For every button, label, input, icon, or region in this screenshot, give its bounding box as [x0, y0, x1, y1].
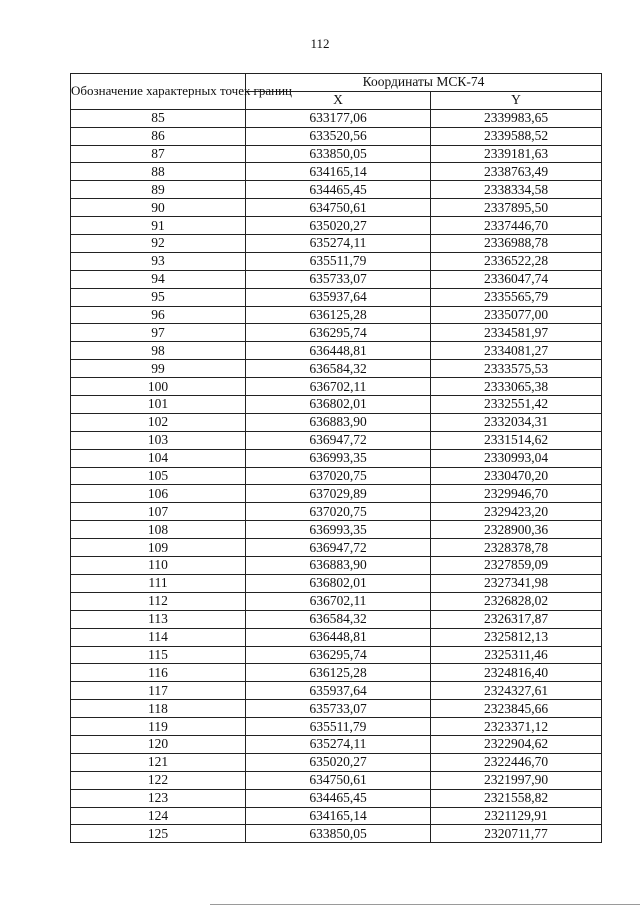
table-row [71, 288, 602, 306]
table-row [71, 252, 602, 270]
point-number: 94 [71, 270, 246, 288]
coordinate-y: 2327859,09 [431, 557, 602, 575]
coordinate-x: 636883,90 [246, 557, 431, 575]
point-number: 88 [71, 163, 246, 181]
table-row [71, 306, 602, 324]
point-number: 125 [71, 825, 246, 843]
point-number: 113 [71, 610, 246, 628]
coordinate-y: 2337446,70 [431, 217, 602, 235]
point-number: 87 [71, 145, 246, 163]
coordinate-y: 2329946,70 [431, 485, 602, 503]
coordinate-y: 2329423,20 [431, 503, 602, 521]
point-number: 106 [71, 485, 246, 503]
point-number: 117 [71, 682, 246, 700]
coordinate-y: 2330470,20 [431, 467, 602, 485]
coordinate-y: 2336047,74 [431, 270, 602, 288]
point-number: 102 [71, 413, 246, 431]
coordinate-y: 2323371,12 [431, 718, 602, 736]
coordinate-y: 2324327,61 [431, 682, 602, 700]
point-number: 105 [71, 467, 246, 485]
point-number: 95 [71, 288, 246, 306]
point-number: 121 [71, 753, 246, 771]
point-number: 110 [71, 557, 246, 575]
coordinate-y: 2334581,97 [431, 324, 602, 342]
table-row [71, 235, 602, 253]
point-number: 111 [71, 574, 246, 592]
table-row [71, 753, 602, 771]
coordinate-y: 2338334,58 [431, 181, 602, 199]
coordinate-y: 2321997,90 [431, 771, 602, 789]
table-row [71, 521, 602, 539]
table-row [71, 628, 602, 646]
point-number: 89 [71, 181, 246, 199]
point-number: 123 [71, 789, 246, 807]
table-row [71, 163, 602, 181]
table-row [71, 324, 602, 342]
coordinate-y: 2322446,70 [431, 753, 602, 771]
coordinate-x: 634165,14 [246, 163, 431, 181]
table-row [71, 735, 602, 753]
table-row [71, 396, 602, 414]
point-number: 118 [71, 700, 246, 718]
point-number: 93 [71, 252, 246, 270]
coordinate-y: 2321129,91 [431, 807, 602, 825]
point-number: 99 [71, 360, 246, 378]
coordinates-group-header: Координаты МСК-74 [246, 74, 602, 92]
point-number: 98 [71, 342, 246, 360]
coordinate-x: 635020,27 [246, 753, 431, 771]
table-row [71, 485, 602, 503]
table-row [71, 574, 602, 592]
coordinate-y: 2330993,04 [431, 449, 602, 467]
table-row [71, 700, 602, 718]
bottom-divider [210, 904, 640, 905]
coordinate-x: 635937,64 [246, 682, 431, 700]
point-number: 101 [71, 396, 246, 414]
table-row [71, 539, 602, 557]
point-number: 86 [71, 127, 246, 145]
coordinate-x: 635274,11 [246, 735, 431, 753]
coordinate-x: 636702,11 [246, 592, 431, 610]
table-row [71, 109, 602, 127]
coordinate-y: 2326317,87 [431, 610, 602, 628]
coordinate-x: 636947,72 [246, 431, 431, 449]
coordinate-x: 636993,35 [246, 521, 431, 539]
coordinate-y: 2338763,49 [431, 163, 602, 181]
point-number: 92 [71, 235, 246, 253]
table-row [71, 342, 602, 360]
point-number: 85 [71, 109, 246, 127]
coordinate-y: 2339588,52 [431, 127, 602, 145]
table-row [71, 360, 602, 378]
coordinate-y: 2333065,38 [431, 378, 602, 396]
point-number: 91 [71, 217, 246, 235]
coordinate-y: 2323845,66 [431, 700, 602, 718]
table-row [71, 217, 602, 235]
coordinate-y: 2321558,82 [431, 789, 602, 807]
coordinate-x: 637020,75 [246, 467, 431, 485]
coordinate-x: 636702,11 [246, 378, 431, 396]
table-row [71, 592, 602, 610]
coordinate-x: 633177,06 [246, 109, 431, 127]
coordinate-y: 2335565,79 [431, 288, 602, 306]
table-row [71, 807, 602, 825]
table-row [71, 378, 602, 396]
table-row [71, 557, 602, 575]
table-row [71, 199, 602, 217]
table-row [71, 610, 602, 628]
table-row [71, 449, 602, 467]
coordinate-y: 2334081,27 [431, 342, 602, 360]
point-number: 112 [71, 592, 246, 610]
coordinate-x: 636802,01 [246, 396, 431, 414]
coordinate-x: 634465,45 [246, 789, 431, 807]
coordinate-y: 2339983,65 [431, 109, 602, 127]
coordinate-x: 634750,61 [246, 199, 431, 217]
coordinate-y: 2328900,36 [431, 521, 602, 539]
point-number: 90 [71, 199, 246, 217]
point-number: 109 [71, 539, 246, 557]
table-row [71, 503, 602, 521]
coordinate-x: 635733,07 [246, 700, 431, 718]
coordinate-y: 2327341,98 [431, 574, 602, 592]
coordinate-y: 2325812,13 [431, 628, 602, 646]
coordinate-x: 636295,74 [246, 324, 431, 342]
point-number: 116 [71, 664, 246, 682]
coordinate-x: 634750,61 [246, 771, 431, 789]
coordinate-y: 2332034,31 [431, 413, 602, 431]
coordinate-y: 2328378,78 [431, 539, 602, 557]
coordinate-x: 636584,32 [246, 610, 431, 628]
table-row [71, 771, 602, 789]
point-number: 119 [71, 718, 246, 736]
coordinate-x: 637020,75 [246, 503, 431, 521]
coordinate-x: 636584,32 [246, 360, 431, 378]
table-row [71, 646, 602, 664]
table-row [71, 413, 602, 431]
table-row [71, 825, 602, 843]
coordinate-y: 2331514,62 [431, 431, 602, 449]
coordinate-x: 633850,05 [246, 145, 431, 163]
table-body [71, 109, 602, 843]
point-designation-header: Обозначение характерных точек границ [71, 74, 246, 110]
point-number: 124 [71, 807, 246, 825]
point-number: 100 [71, 378, 246, 396]
coordinate-x: 636883,90 [246, 413, 431, 431]
coordinate-y: 2333575,53 [431, 360, 602, 378]
point-number: 107 [71, 503, 246, 521]
point-number: 120 [71, 735, 246, 753]
table-header-row [71, 74, 602, 92]
x-column-header: X [246, 91, 431, 109]
coordinate-y: 2326828,02 [431, 592, 602, 610]
y-column-header: Y [431, 91, 602, 109]
point-number: 108 [71, 521, 246, 539]
table-row [71, 682, 602, 700]
coordinate-x: 636448,81 [246, 628, 431, 646]
table-row [71, 664, 602, 682]
coordinate-x: 636802,01 [246, 574, 431, 592]
point-number: 114 [71, 628, 246, 646]
coordinate-x: 636295,74 [246, 646, 431, 664]
coordinate-y: 2336988,78 [431, 235, 602, 253]
page-number: 112 [310, 36, 330, 51]
coordinate-x: 635274,11 [246, 235, 431, 253]
table-row [71, 181, 602, 199]
coordinate-y: 2336522,28 [431, 252, 602, 270]
table-row [71, 718, 602, 736]
coordinate-x: 636125,28 [246, 306, 431, 324]
table-row [71, 127, 602, 145]
coordinate-y: 2322904,62 [431, 735, 602, 753]
table-row [71, 270, 602, 288]
coordinate-x: 636947,72 [246, 539, 431, 557]
coordinate-x: 635937,64 [246, 288, 431, 306]
coordinate-y: 2325311,46 [431, 646, 602, 664]
coordinate-y: 2332551,42 [431, 396, 602, 414]
coordinate-x: 636993,35 [246, 449, 431, 467]
coordinate-x: 635733,07 [246, 270, 431, 288]
point-number: 96 [71, 306, 246, 324]
coordinate-y: 2339181,63 [431, 145, 602, 163]
point-number: 103 [71, 431, 246, 449]
coordinate-x: 636125,28 [246, 664, 431, 682]
coordinate-x: 635020,27 [246, 217, 431, 235]
coordinate-y: 2337895,50 [431, 199, 602, 217]
coordinate-y: 2320711,77 [431, 825, 602, 843]
coordinate-x: 633850,05 [246, 825, 431, 843]
coordinate-y: 2324816,40 [431, 664, 602, 682]
table-row [71, 467, 602, 485]
table-row [71, 145, 602, 163]
coordinate-x: 635511,79 [246, 718, 431, 736]
coordinate-x: 635511,79 [246, 252, 431, 270]
coordinate-y: 2335077,00 [431, 306, 602, 324]
coordinate-x: 634165,14 [246, 807, 431, 825]
coordinate-x: 636448,81 [246, 342, 431, 360]
coordinates-table [70, 73, 602, 843]
point-number: 97 [71, 324, 246, 342]
coordinate-x: 637029,89 [246, 485, 431, 503]
point-number: 104 [71, 449, 246, 467]
table-row [71, 789, 602, 807]
coordinate-x: 634465,45 [246, 181, 431, 199]
point-number: 115 [71, 646, 246, 664]
point-number: 122 [71, 771, 246, 789]
table-row [71, 431, 602, 449]
coordinate-x: 633520,56 [246, 127, 431, 145]
